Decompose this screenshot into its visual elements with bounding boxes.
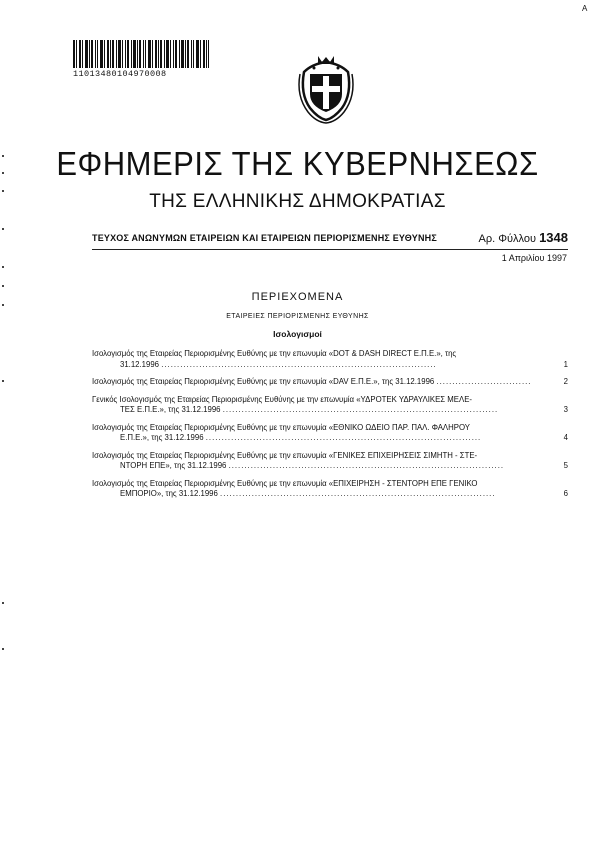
contents-entry[interactable] [92, 395, 568, 416]
contents-list [92, 349, 568, 507]
entry-page-number: 2 [563, 377, 568, 386]
entry-page-number: 4 [563, 433, 568, 442]
dot-leaders: ....................................................................................... [205, 433, 482, 442]
entry-text: Ισολογισμός της Εταιρείας Περιορισμένης Ευθύνης με την επωνυμία «ΕΘΝΙΚΟ ΩΔΕΙΟ ΠΑΡ. ΠΑΛ. ΦΑΛΗΡΟΥ [92, 422, 470, 432]
entry-text: Ισολογισμός της Εταιρείας Περιορισμένης Ευθύνης με την επωνυμία «ΕΠΙΧΕΙΡΗΣΗ - ΣΤΕΝΤΟΡΗ ΕΠΕ ΓΕΝΙΚΟ [92, 478, 478, 488]
dot-leaders: ....................................................................................... [161, 359, 437, 369]
series-title: ΤΕΥΧΟΣ ΑΝΩΝΥΜΩΝ ΕΤΑΙΡΕΙΩΝ ΚΑΙ ΕΤΑΙΡΕΙΩΝ ΠΕΡΙΟΡΙΣΜΕΝΗΣ ΕΥΘΥΝΗΣ [92, 233, 437, 243]
entry-text: Ισολογισμός της Εταιρείας Περιορισμένης Ευθύνης με την επωνυμία «DOT & DASH DIRECT Ε.Π.Ε.», της [92, 349, 457, 358]
section-heading: ΕΤΑΙΡΕΙΕΣ ΠΕΡΙΟΡΙΣΜΕΝΗΣ ΕΥΘΥΝΗΣ [226, 313, 369, 320]
page-corner-mark: Α [582, 4, 588, 13]
entry-page-number: 5 [563, 461, 568, 470]
dot-leaders: ....................................................................................... [220, 489, 496, 498]
sheet-number-block [479, 230, 568, 245]
dot-leaders: ....................................................................................... [222, 405, 499, 414]
entry-continuation [92, 433, 546, 444]
entry-date: ΤΕΣ Ε.Π.Ε.», της 31.12.1996 [120, 405, 221, 414]
gazette-subtitle: ΤΗΣ ΕΛΛΗΝΙΚΗΣ ΔΗΜΟΚΡΑΤΙΑΣ [149, 191, 446, 212]
contents-entry[interactable] [92, 451, 568, 472]
issue-line [92, 230, 568, 250]
entry-page-number: 6 [563, 489, 568, 498]
contents-title: ΠΕΡΙΕΧΟΜΕΝΑ [251, 291, 344, 303]
entry-date: Ε.Π.Ε.», της 31.12.1996 [120, 433, 204, 442]
sheet-label: Αρ. Φύλλου [478, 233, 537, 245]
entry-date: ΕΜΠΟΡΙΟ», της 31.12.1996 [120, 489, 218, 498]
entry-page-number: 3 [563, 405, 568, 414]
sheet-number: 1348 [539, 230, 568, 245]
contents-entry[interactable] [92, 479, 568, 500]
barcode-number: 11013480104970008 [73, 69, 167, 79]
entry-continuation [92, 405, 546, 416]
gazette-title: ΕΦΗΜΕΡΙΣ ΤΗΣ ΚΥΒΕΡΝΗΣΕΩΣ [56, 144, 539, 183]
subsection-heading: Ισολογισμοί [273, 329, 322, 339]
barcode [73, 40, 209, 68]
contents-entry[interactable] [92, 377, 568, 388]
entry-text: Ισολογισμός της Εταιρείας Περιορισμένης Ευθύνης με την επωνυμία «ΓΕΝΙΚΕΣ ΕΠΙΧΕΙΡΗΣΕΙΣ ΣΙΜΗΤΗ - ΣΤΕ- [92, 450, 478, 460]
contents-entry[interactable] [92, 349, 568, 370]
entry-page-number: 1 [563, 359, 568, 369]
greek-coat-of-arms-emblem [296, 54, 356, 124]
dot-leaders: ....................................................................................... [228, 461, 505, 470]
entry-text-inline: Ισολογισμός της Εταιρείας Περιορισμένης Ευθύνης με την επωνυμία «DAV Ε.Π.Ε.», της 31.12.1996 [92, 377, 435, 386]
dot-leaders: .............................. [436, 377, 532, 386]
entry-text: Γενικός Ισολογισμός της Εταιρείας Περιορισμένης Ευθύνης με την επωνυμία «ΥΔΡΟΤΕΚ ΥΔΡΑΥΛΙΚΕΣ ΜΕΛΕ- [92, 394, 472, 404]
entry-date: ΝΤΟΡΗ ΕΠΕ», της 31.12.1996 [120, 461, 227, 470]
contents-entry[interactable] [92, 423, 568, 444]
scan-margin-marks [0, 0, 12, 842]
entry-continuation [92, 461, 546, 472]
entry-date: 31.12.1996 [120, 359, 160, 369]
entry-continuation [92, 489, 546, 500]
issue-date: 1 Απριλίου 1997 [501, 253, 567, 263]
entry-continuation [92, 360, 546, 371]
entry-text [92, 377, 546, 388]
